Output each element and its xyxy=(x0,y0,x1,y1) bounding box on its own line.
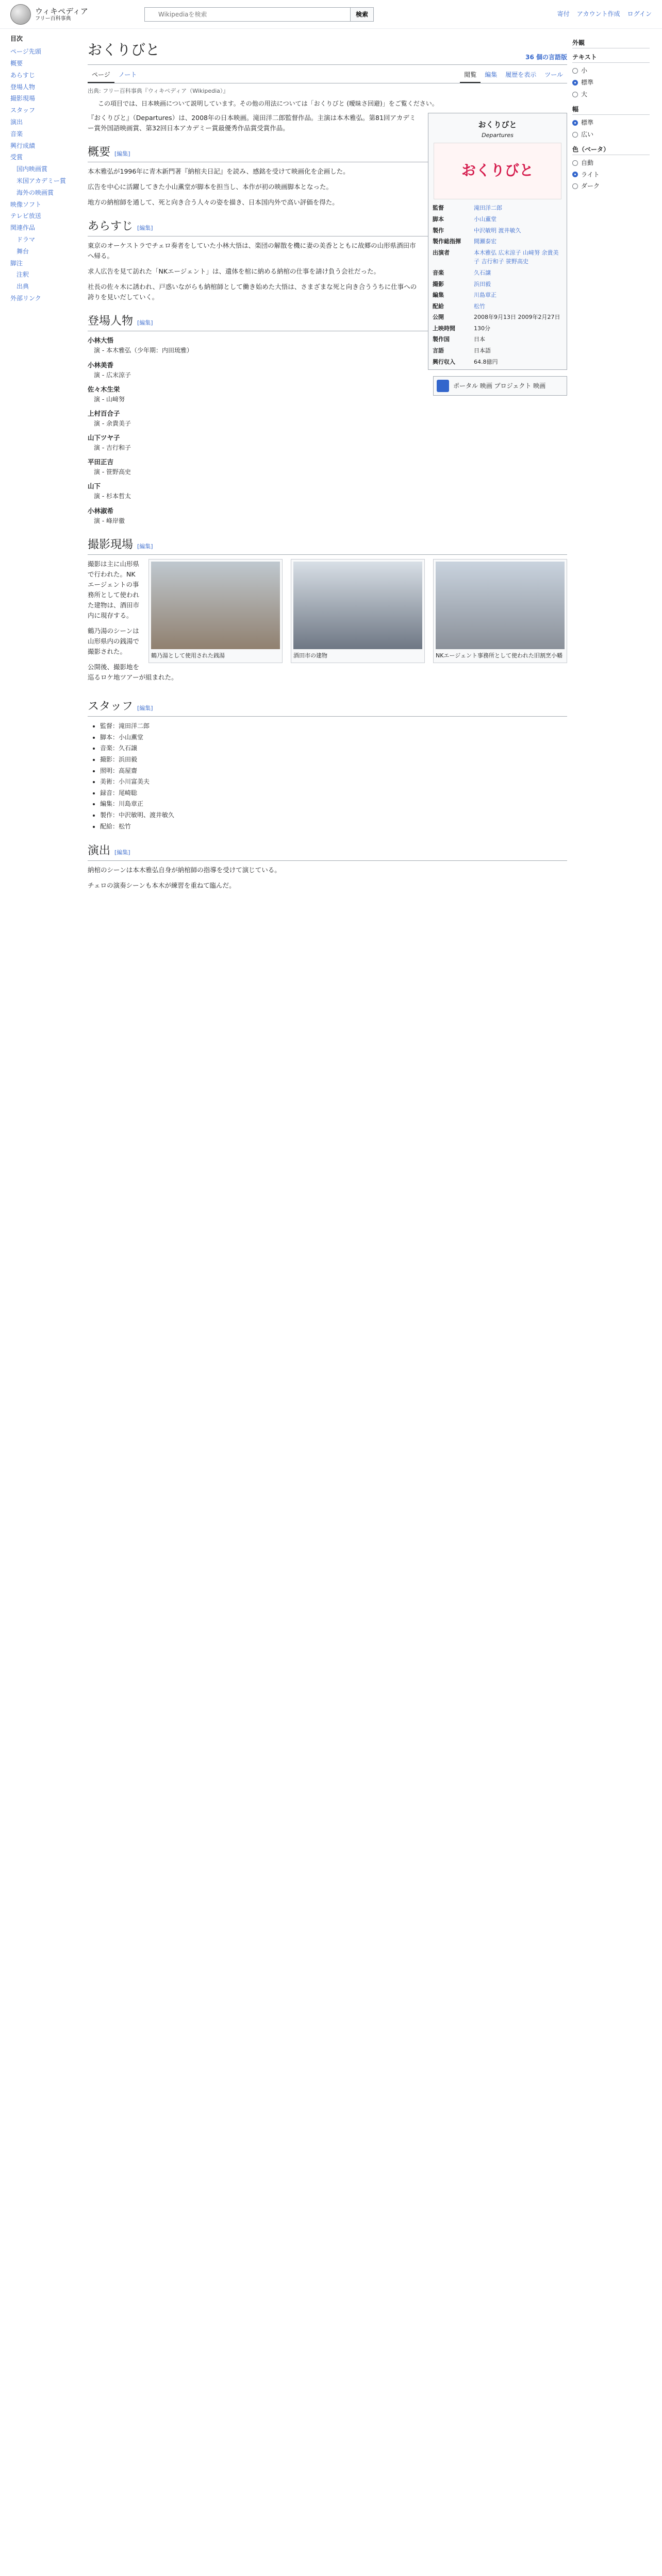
option-sizes[interactable] xyxy=(572,89,650,100)
dir-paragraph: チェロの演奏シーンも本木が練習を重ねて臨んだ。 xyxy=(88,882,236,890)
section-plot: あらすじ [編集] xyxy=(88,217,567,236)
staff-item: • 脚本：小山薫堂 xyxy=(100,732,567,743)
option-widths[interactable] xyxy=(572,129,650,141)
portal-box[interactable] xyxy=(433,376,567,396)
option-label: ライト xyxy=(581,171,600,178)
tab-0[interactable]: ページ xyxy=(88,68,114,83)
width-title: 幅 xyxy=(572,105,650,115)
toc-item[interactable]: 音楽 xyxy=(10,130,23,138)
infobox-row xyxy=(431,214,565,225)
infobox-value: 130分 xyxy=(474,325,490,332)
cast-actor: 演 - 笹野高史 xyxy=(94,468,131,476)
location-thumbnail[interactable] xyxy=(148,559,283,663)
staff-item: • 録音：尾崎聡 xyxy=(100,788,567,799)
section-locations: 撮影現場 [編集] xyxy=(88,535,567,555)
cast-name: 小林大悟 xyxy=(88,336,114,345)
infobox-row xyxy=(431,334,565,345)
cast-actor: 演 - 杉本哲太 xyxy=(94,493,131,500)
cast-name: 小林美香 xyxy=(88,361,114,369)
toc-item[interactable]: 米国アカデミー賞 xyxy=(16,177,66,184)
toc-item[interactable]: 舞台 xyxy=(16,247,29,255)
infobox-value: 日本語 xyxy=(474,347,491,354)
option-label: 標準 xyxy=(581,118,594,126)
loc-paragraph: 鶴乃湯のシーンは山形県内の銭湯で撮影された。 xyxy=(88,627,140,656)
option-label: 広い xyxy=(581,130,594,138)
infobox-value[interactable]: 久石譲 xyxy=(474,269,491,276)
toc-item[interactable]: 脚注 xyxy=(10,259,23,267)
cast-name: 小林淑希 xyxy=(88,506,114,515)
search-button[interactable]: 検索 xyxy=(350,7,374,22)
user-links xyxy=(557,9,652,19)
staff-item: • 配給：松竹 xyxy=(100,821,567,833)
infobox-row xyxy=(431,236,565,247)
user-link[interactable]: アカウント作成 xyxy=(576,10,620,18)
section-cast: 登場人物 [編集] xyxy=(88,312,567,331)
option-label: 小 xyxy=(581,67,588,75)
toc-item[interactable]: 映像ソフト xyxy=(10,200,42,208)
infobox-row xyxy=(431,323,565,334)
search-input[interactable] xyxy=(144,7,351,22)
cast-actor: 演 - 広末涼子 xyxy=(94,371,131,379)
toc-item[interactable]: テレビ放送 xyxy=(10,212,41,220)
location-thumbnail[interactable] xyxy=(433,559,567,663)
staff-item: • 監督：滝田洋二郎 xyxy=(100,721,567,732)
text-size-title: テキスト xyxy=(572,53,650,63)
option-colors[interactable] xyxy=(572,180,650,192)
plot-paragraph: 東京のオーケストラでチェロ奏者をしていた小林大悟は、楽団の解散を機に妻の美香とともに故郷の山形県酒田市へ帰る。 xyxy=(88,242,416,260)
appearance-title: 外観 xyxy=(572,38,650,48)
user-link[interactable]: ログイン xyxy=(627,10,652,18)
user-link[interactable]: 寄付 xyxy=(557,10,570,18)
infobox-subtitle: Departures xyxy=(482,131,514,139)
view-tab-0[interactable]: 閲覧 xyxy=(460,68,481,83)
toc-item[interactable]: 関連作品 xyxy=(10,224,36,232)
section-staff: スタッフ [編集] xyxy=(88,697,567,717)
radio-icon[interactable] xyxy=(572,120,578,126)
option-label: 大 xyxy=(581,90,588,98)
location-photo[interactable] xyxy=(436,562,565,649)
infobox-table xyxy=(431,202,565,367)
infobox-label: 製作総指揮 xyxy=(433,238,461,245)
radio-icon[interactable] xyxy=(572,160,578,166)
radio-icon[interactable] xyxy=(572,172,578,177)
location-thumbnail[interactable] xyxy=(291,559,425,663)
infobox-label: 音楽 xyxy=(433,269,444,276)
staff-item: • 照明：高屋齋 xyxy=(100,766,567,777)
top-header xyxy=(0,0,662,29)
infobox-value[interactable]: 本木雅弘 広末涼子 山﨑努 余貴美子 吉行和子 笹野高史 xyxy=(474,249,559,265)
infobox-label: 編集 xyxy=(433,292,444,299)
staff-item: • 製作：中沢敏明、渡井敏久 xyxy=(100,810,567,821)
infobox-row xyxy=(431,345,565,357)
option-sizes[interactable] xyxy=(572,77,650,89)
staff-item: • 音楽：久石譲 xyxy=(100,743,567,754)
staff-list xyxy=(88,721,567,832)
radio-icon[interactable] xyxy=(572,80,578,86)
main-content xyxy=(82,29,577,896)
infobox-label: 脚本 xyxy=(433,215,444,223)
toc-item[interactable]: 国内映画賞 xyxy=(16,165,48,173)
globe-icon xyxy=(10,4,31,25)
cast-actor: 演 - 山﨑努 xyxy=(94,395,125,403)
option-label: ダーク xyxy=(581,182,600,190)
source-note: 出典: フリー百科事典『ウィキペディア（Wikipedia）』 xyxy=(88,87,229,94)
infobox-title: おくりびと xyxy=(478,120,517,129)
infobox-label: 興行収入 xyxy=(433,358,455,365)
infobox-row xyxy=(431,290,565,301)
infobox-row xyxy=(431,279,565,290)
infobox-row xyxy=(431,357,565,368)
infobox xyxy=(428,113,567,370)
color-title: 色（ベータ） xyxy=(572,145,650,155)
toc-item[interactable]: 概要 xyxy=(10,59,23,67)
toc-item[interactable]: 出典 xyxy=(16,283,29,291)
cast-name: 佐々木生栄 xyxy=(88,385,120,393)
tab-1[interactable]: ノート xyxy=(118,71,137,78)
infobox-value[interactable]: 小山薫堂 xyxy=(474,215,496,223)
infobox-row xyxy=(431,312,565,323)
toc-item[interactable]: ページ先頭 xyxy=(10,48,41,56)
overview-paragraph: 地方の納棺師を通して、死と向き合う人々の姿を描き、日本国内外で高い評価を得た。 xyxy=(88,198,339,206)
toc-item[interactable]: 受賞 xyxy=(10,154,23,161)
view-tab-3[interactable]: ツール xyxy=(544,71,563,78)
infobox-label: 上映時間 xyxy=(433,325,455,332)
view-tab-1[interactable]: 編集 xyxy=(485,71,498,78)
toc-item[interactable]: 撮影現場 xyxy=(10,95,36,103)
toc-item[interactable]: あらすじ xyxy=(10,71,36,79)
location-photo[interactable] xyxy=(293,562,422,649)
page-title: おくりびと xyxy=(88,42,160,58)
infobox-value[interactable]: 浜田毅 xyxy=(474,280,491,287)
language-button[interactable]: 36 個の言語版 xyxy=(525,53,567,61)
infobox-value[interactable]: 間瀬泰宏 xyxy=(474,238,496,245)
option-label: 自動 xyxy=(581,159,594,166)
infobox-row xyxy=(431,225,565,236)
cast-name: 山下 xyxy=(88,482,101,490)
infobox-value[interactable]: 松竹 xyxy=(474,302,485,310)
appearance-panel xyxy=(567,29,655,197)
infobox-label: 公開 xyxy=(433,314,444,321)
radio-icon[interactable] xyxy=(572,68,578,74)
toc-item[interactable]: 登場人物 xyxy=(10,83,36,91)
infobox-row xyxy=(431,247,565,267)
toc-item[interactable]: 注釈 xyxy=(16,271,29,279)
infobox-label: 言語 xyxy=(433,347,444,354)
infobox-label: 出演者 xyxy=(433,249,450,256)
option-colors[interactable] xyxy=(572,157,650,169)
section-direction: 演出 [編集] xyxy=(88,841,567,861)
thumb-caption: NKエージェント事務所として使われた旧割烹小幡 xyxy=(436,652,563,659)
loc-paragraph: 撮影は主に山形県で行われた。NKエージェントの事務所として使われた建物は、酒田市内に現存する。 xyxy=(88,560,140,620)
poster-image[interactable]: おくりびと xyxy=(434,143,561,199)
option-sizes[interactable] xyxy=(572,65,650,77)
overview-paragraph: 広告を中心に活躍してきた小山薫堂が脚本を担当し、本作が初の映画脚本となった。 xyxy=(88,182,333,191)
infobox-label: 製作国 xyxy=(433,336,450,343)
location-photo[interactable] xyxy=(151,562,280,649)
cast-actor: 演 - 吉行和子 xyxy=(94,444,131,452)
wikipedia-logo[interactable] xyxy=(10,4,113,25)
toc-item[interactable]: 海外の映画賞 xyxy=(16,189,54,196)
cast-name: 平田正吉 xyxy=(88,458,114,466)
search-form xyxy=(144,7,374,22)
toc-item[interactable]: ドラマ xyxy=(16,235,36,243)
section-overview: 概要 [編集] xyxy=(88,143,567,162)
toc-item[interactable]: 演出 xyxy=(10,118,23,126)
infobox-value: 64.8億円 xyxy=(474,358,498,365)
infobox-label: 撮影 xyxy=(433,280,444,287)
brand-tagline: フリー百科事典 xyxy=(35,15,71,22)
overview-paragraph: 本木雅弘が1996年に青木新門著『納棺夫日記』を読み、感銘を受けて映画化を企画した。 xyxy=(88,167,350,175)
view-tab-2[interactable]: 履歴を表示 xyxy=(505,71,537,78)
infobox-row xyxy=(431,267,565,279)
toc-sidebar xyxy=(10,29,82,896)
cast-name: 上村百合子 xyxy=(88,409,120,417)
infobox-row xyxy=(431,301,565,312)
infobox-value[interactable]: 中沢敏明 渡井敏久 xyxy=(474,227,521,234)
thumb-caption: 酒田市の建物 xyxy=(293,652,327,659)
staff-item: • 美術：小川富美夫 xyxy=(100,776,567,788)
option-label: 標準 xyxy=(581,79,594,87)
toc-title: 目次 xyxy=(10,35,23,42)
infobox-label: 監督 xyxy=(433,205,444,212)
loc-paragraph: 公開後、撮影地を巡るロケ地ツアーが組まれた。 xyxy=(88,663,178,682)
dir-paragraph: 納棺のシーンは本木雅弘自身が納棺師の指導を受けて演じている。 xyxy=(88,866,281,874)
radio-icon[interactable] xyxy=(572,92,578,97)
radio-icon[interactable] xyxy=(572,132,578,138)
plot-paragraph: 社長の佐々木に誘われ、戸惑いながらも納棺師として働き始めた大悟は、さまざまな死と向き合ううちに仕事への誇りを見いだしていく。 xyxy=(88,283,417,301)
portal-icon xyxy=(437,380,449,392)
cast-actor: 演 - 本木雅弘（少年期：内田琉雅） xyxy=(94,347,193,354)
portal-label: ポータル 映画 プロジェクト 映画 xyxy=(453,382,546,389)
brand-name: ウィキペディア xyxy=(35,6,88,16)
infobox-value[interactable]: 川島章正 xyxy=(474,292,496,299)
option-colors[interactable] xyxy=(572,169,650,181)
toc-item[interactable]: 外部リンク xyxy=(10,294,41,302)
infobox-value: 2008年9月13日 2009年2月27日 xyxy=(474,314,560,321)
intro-paragraph: 『おくりびと』（Departures）は、2008年の日本映画。滝田洋二郎監督作品。主演は本木雅弘。第81回アカデミー賞外国語映画賞、第32回日本アカデミー賞最優秀作品賞受賞作品。 xyxy=(88,113,416,132)
radio-icon[interactable] xyxy=(572,183,578,189)
cast-name: 山下ツヤ子 xyxy=(88,434,120,442)
plot-paragraph: 求人広告を見て訪れた「NKエージェント」は、遺体を棺に納める納棺の仕事を請け負う会社だった。 xyxy=(88,267,380,276)
infobox-label: 製作 xyxy=(433,227,444,234)
staff-item: • 編集：川島章正 xyxy=(100,799,567,810)
cast-actor: 演 - 峰岸徹 xyxy=(94,517,125,524)
hatnote: この項目では、日本映画について説明しています。その他の用法については「おくりびと (曖昧さ回避)」をご覧ください。 xyxy=(98,99,438,107)
thumb-caption: 鶴乃湯として使用された銭湯 xyxy=(151,652,225,659)
cast-actor: 演 - 余貴美子 xyxy=(94,419,131,427)
staff-item: • 撮影：浜田毅 xyxy=(100,754,567,766)
infobox-row xyxy=(431,202,565,214)
infobox-value[interactable]: 滝田洋二郎 xyxy=(474,205,502,212)
toc-item[interactable]: 興行成績 xyxy=(10,142,36,149)
toc-item[interactable]: スタッフ xyxy=(10,107,36,114)
infobox-label: 配給 xyxy=(433,302,444,310)
page-tabs xyxy=(88,65,567,83)
infobox-value: 日本 xyxy=(474,336,485,343)
option-widths[interactable] xyxy=(572,117,650,129)
